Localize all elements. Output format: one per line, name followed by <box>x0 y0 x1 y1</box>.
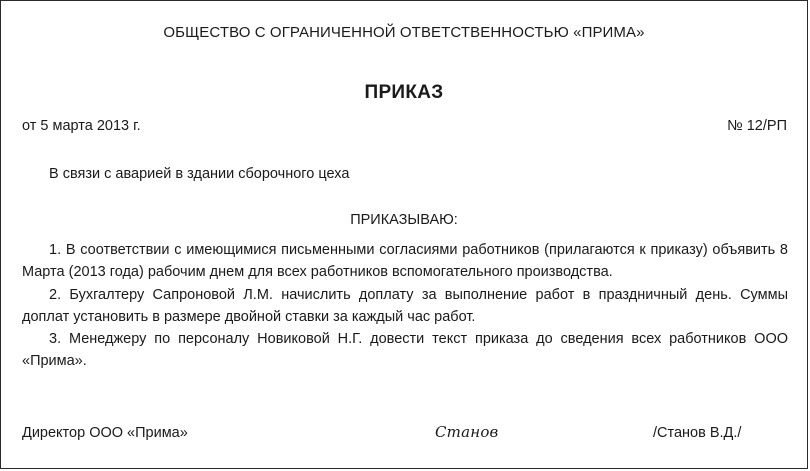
signatory-name: /Станов В.Д./ <box>653 425 742 441</box>
organization-name: ОБЩЕСТВО С ОГРАНИЧЕННОЙ ОТВЕТСТВЕННОСТЬЮ «ПРИМА» <box>163 24 645 41</box>
order-heading: ПРИКАЗЫВАЮ: <box>350 212 458 228</box>
preamble-text: В связи с аварией в здании сборочного цеха <box>49 166 350 182</box>
order-item-2: 2. Бухгалтеру Сапроновой Л.М. начислить доплату за выполнение работ в праздничный день. Суммы доплат установить в размере двойной ставки за каждый час работ. <box>22 286 788 325</box>
handwritten-signature: Станов <box>435 423 499 441</box>
order-items <box>22 239 788 373</box>
document-number: № 12/РП <box>727 118 787 134</box>
order-item-1: 1. В соответствии с имеющимися письменными согласиями работников (прилагаются к приказу) объявить 8 Марта (2013 года) рабочим днем для всех работников вспомогательного производства. <box>22 242 788 281</box>
document-title: ПРИКАЗ <box>364 82 444 103</box>
order-item-3: 3. Менеджеру по персоналу Новиковой Н.Г. довести текст приказа до сведения всех работников ООО «Прима». <box>22 331 788 370</box>
signatory-title: Директор ООО «Прима» <box>22 425 188 441</box>
document-date: от 5 марта 2013 г. <box>22 118 141 134</box>
